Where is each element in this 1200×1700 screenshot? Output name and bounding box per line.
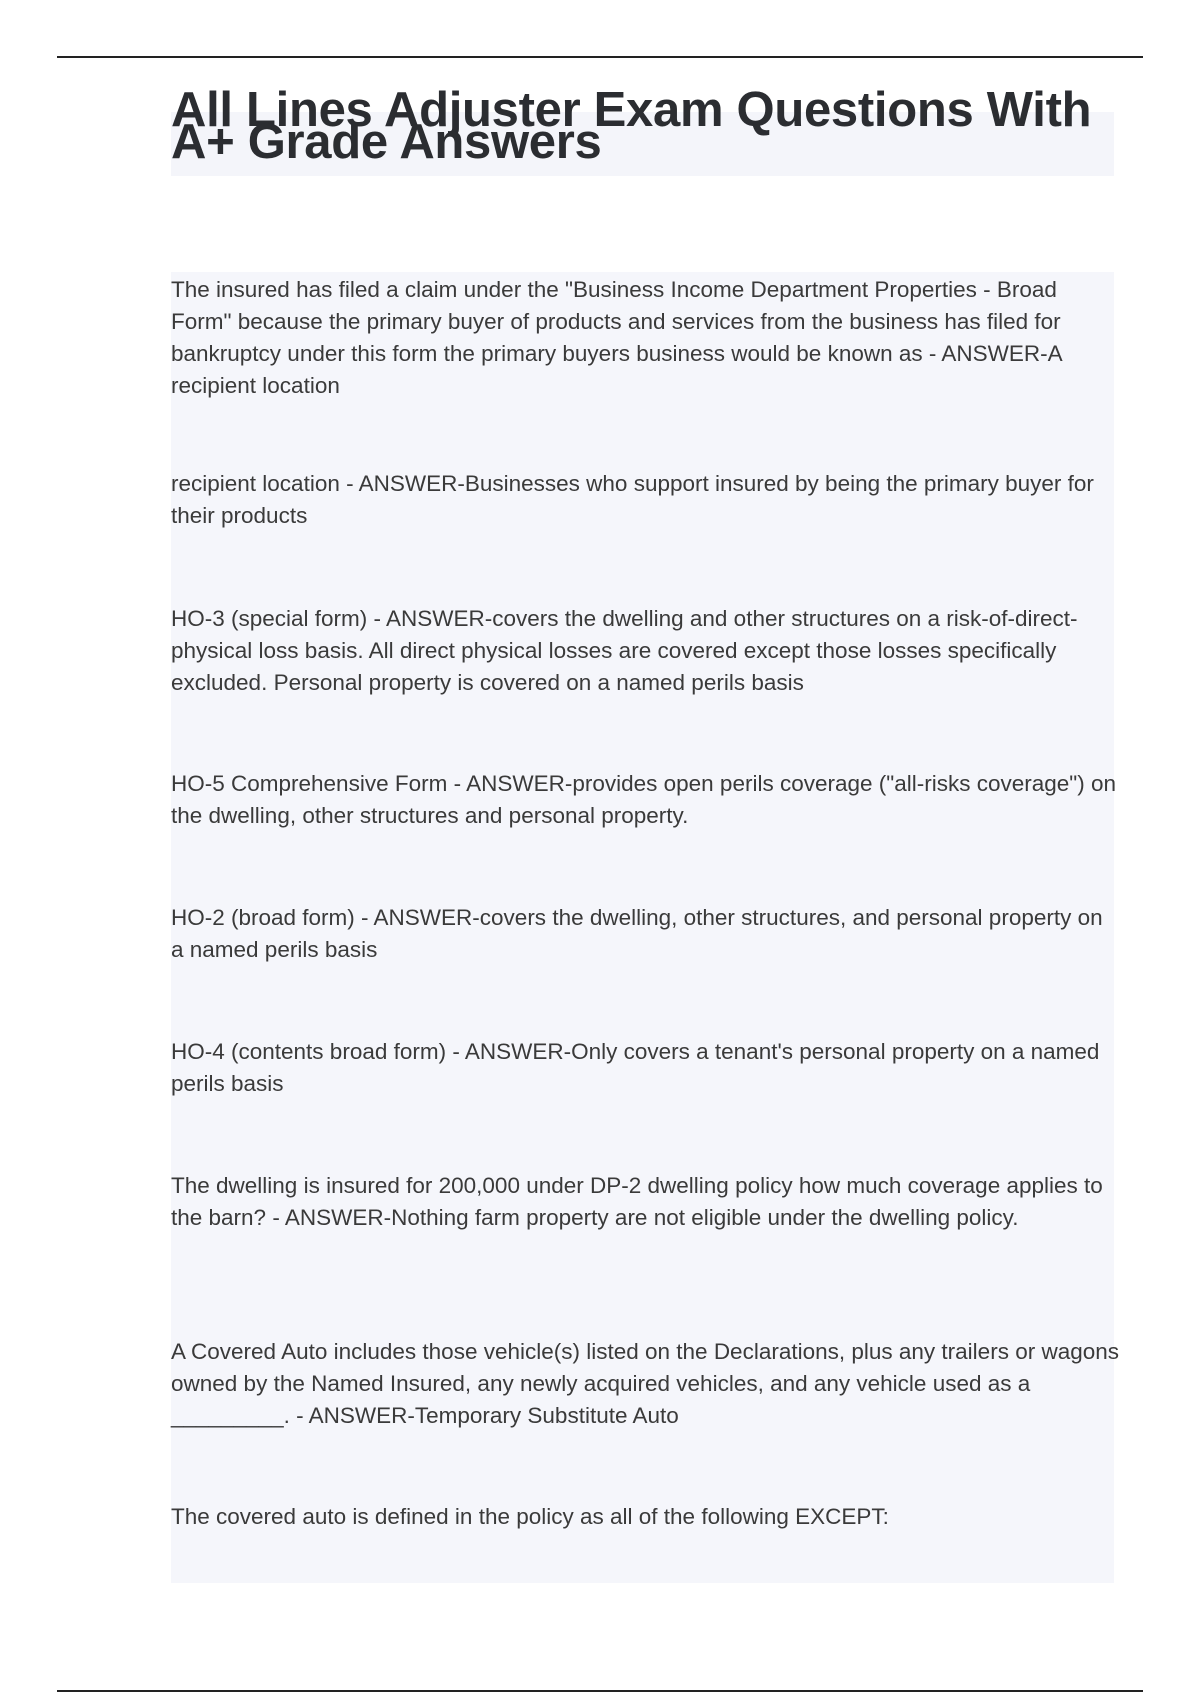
qa-entry: HO-4 (contents broad form) - ANSWER-Only covers a tenant's personal property on a named perils basis — [171, 1039, 1100, 1096]
bottom-divider — [57, 1690, 1143, 1692]
qa-entry: The dwelling is insured for 200,000 under DP-2 dwelling policy how much coverage applies to the barn? - ANSWER-Nothing farm property are not eligible under the dwelling policy. — [171, 1173, 1103, 1230]
qa-entry: A Covered Auto includes those vehicle(s) listed on the Declarations, plus any trailers or wagons owned by the Named Insured, any newly acquired vehicles, and any vehicle used as a _________. - ANSWER-Temporary Substitute Auto — [171, 1339, 1119, 1428]
qa-entry: The covered auto is defined in the policy as all of the following EXCEPT: — [171, 1504, 889, 1529]
qa-entry: HO-2 (broad form) - ANSWER-covers the dwelling, other structures, and personal property on a named perils basis — [171, 905, 1103, 962]
document-title: All Lines Adjuster Exam Questions With A+ Grade Answers — [171, 83, 1092, 169]
qa-entry: HO-5 Comprehensive Form - ANSWER-provides open perils coverage ("all-risks coverage") on the dwelling, other structures and personal property. — [171, 771, 1117, 828]
qa-entry: recipient location - ANSWER-Businesses who support insured by being the primary buyer for their products — [171, 471, 1094, 528]
qa-entry: HO-3 (special form) - ANSWER-covers the dwelling and other structures on a risk-of-direct-physical loss basis. All direct physical losses are covered except those losses specifically excluded. Personal property is covered on a named perils basis — [171, 606, 1078, 695]
qa-entry: The insured has filed a claim under the "Business Income Department Properties - Broad Form" because the primary buyer of products and services from the business has filed for bankruptcy under this form the primary buyers business would be known as - ANSWER-A recipient location — [171, 277, 1062, 398]
top-divider — [57, 56, 1143, 58]
